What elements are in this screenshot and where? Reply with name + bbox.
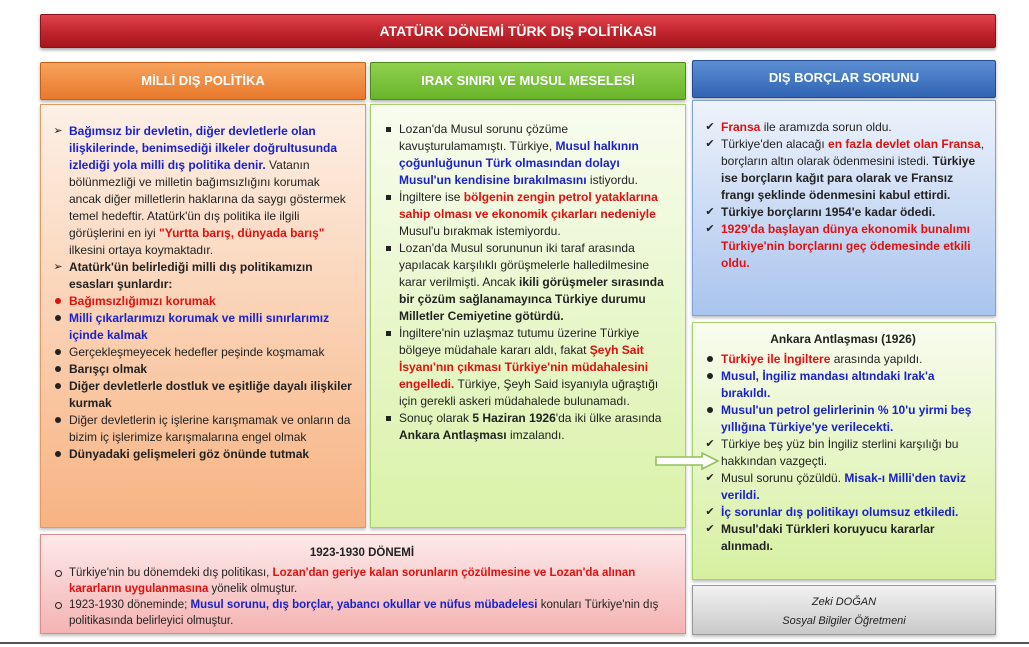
list-item: ✔ İç sorunlar dış politikayı olumsuz etkiledi. <box>701 504 985 521</box>
list-item: ✔ Musul sorunu çözüldü. Misak-ı Milli'den taviz verildi. <box>701 470 985 504</box>
check-icon: ✔ <box>705 121 715 133</box>
list-item: ✔ Musul'daki Türkleri koruyucu kararlar alınmadı. <box>701 521 985 555</box>
donem-title: 1923-1930 DÖNEMİ <box>309 547 415 559</box>
list-item: Lozan'da Musul sorunu çözüme kavuşturulamamıştı. Türkiye, Musul halkının çoğunluğunun Türk olmasından dolayı Musul'un kendisine bırakılmasını istiyordu. <box>379 121 675 189</box>
dot-bullet-icon <box>51 361 65 378</box>
list-item: Bağımsızlığımızı korumak <box>49 293 355 310</box>
musul-panel <box>370 104 686 528</box>
list-item: İngiltere ise bölgenin zengin petrol yataklarına sahip olması ve ekonomik çıkarları nedeniyle Musul'u bırakmak istemiyordu. <box>379 189 675 240</box>
author-panel <box>692 585 996 635</box>
list-item: Diğer devletlerle dostluk ve eşitliğe dayalı ilişkiler kurmak <box>49 378 355 412</box>
dot-bullet-icon <box>703 368 717 385</box>
ring-bullet-icon <box>51 565 65 581</box>
dot-bullet-icon <box>703 402 717 419</box>
dot-bullet-icon <box>51 378 65 395</box>
list-item: ➢ Bağımsız bir devletin, diğer devletlerle olan ilişkilerinde, benimsediği ilkeler doğrultusunda izlediği yola milli dış politika denir. Vatanın bölünmezliği ve milletin bağımsızlığını korumak ancak diğer milletlerin haklarına da saygı göstermek temel hedeftir. Atatürk'ün dış politika ile ilgili görüşlerini en iyi "Yurtta barış, dünyada barış" ilkesini ortaya koymaktadır. <box>49 123 355 259</box>
page-title: ATATÜRK DÖNEMİ TÜRK DIŞ POLİTİKASI <box>40 14 996 48</box>
check-icon: ✔ <box>705 523 715 535</box>
square-bullet-icon <box>381 240 395 257</box>
list-item: Diğer devletlerin iç işlerine karışmamak ve onların da bizim iç işlerimize karışmalarına engel olmak <box>49 412 355 446</box>
ankara-title: Ankara Antlaşması (1926) <box>770 332 916 346</box>
milli-dis-politika-panel <box>40 104 366 528</box>
square-bullet-icon <box>381 121 395 138</box>
list-item: ✔ Fransa ile aramızda sorun oldu. <box>701 119 985 136</box>
list-item: Türkiye ile İngiltere arasında yapıldı. <box>701 351 985 368</box>
dot-bullet-icon <box>51 344 65 361</box>
right-arrow-icon <box>654 452 720 470</box>
dot-bullet-icon <box>51 310 65 327</box>
list-item: ✔ Türkiye beş yüz bin İngiliz sterlini karşılığı bu hakkından vazgeçti. <box>701 436 985 470</box>
check-icon: ✔ <box>705 138 715 150</box>
square-bullet-icon <box>381 410 395 427</box>
ring-bullet-icon <box>51 597 65 613</box>
list-item: Musul'un petrol gelirlerinin % 10'u yirmi beş yıllığına Türkiye'ye verilecekti. <box>701 402 985 436</box>
list-item: Sonuç olarak 5 Haziran 1926'da iki ülke arasında Ankara Antlaşması imzalandı. <box>379 410 675 444</box>
dot-bullet-icon <box>51 446 65 463</box>
list-item: İngiltere'nin uzlaşmaz tutumu üzerine Türkiye bölgeye müdahale kararı aldı, fakat Şeyh Sait İsyanı'nın çıkması Türkiye'nin müdahalesini engelledi. Türkiye, Şeyh Said isyanıyla uğraştığı için gerekli askeri müdahalede bulunamadı. <box>379 325 675 410</box>
dot-bullet-icon <box>703 351 717 368</box>
ankara-antlasmasi-panel <box>692 322 996 580</box>
square-bullet-icon <box>381 189 395 206</box>
donem-panel <box>40 534 686 634</box>
check-icon: ✔ <box>705 223 715 235</box>
list-item: Gerçekleşmeyecek hedefler peşinde koşmamak <box>49 344 355 361</box>
list-item: ✔ 1929'da başlayan dünya ekonomik bunalımı Türkiye'nin borçlarını geç ödemesinde etkili oldu. <box>701 221 985 272</box>
arrow-bullet-icon: ➢ <box>53 125 63 137</box>
square-bullet-icon <box>381 325 395 342</box>
arrow-bullet-icon: ➢ <box>53 261 63 273</box>
dot-bullet-icon <box>51 412 65 429</box>
check-icon: ✔ <box>705 206 715 218</box>
author-name: Zeki DOĞAN <box>811 596 877 608</box>
author-role: Sosyal Bilgiler Öğretmeni <box>782 615 906 627</box>
check-icon: ✔ <box>705 472 715 484</box>
list-item: Musul, İngiliz mandası altındaki Irak'a bırakıldı. <box>701 368 985 402</box>
check-icon: ✔ <box>705 506 715 518</box>
list-item: Barışçı olmak <box>49 361 355 378</box>
musul-header: IRAK SINIRI VE MUSUL MESELESİ <box>370 62 686 100</box>
check-icon: ✔ <box>705 438 715 450</box>
list-item: ✔ Türkiye borçlarını 1954'e kadar ödedi. <box>701 204 985 221</box>
list-item: Dünyadaki gelişmeleri göz önünde tutmak <box>49 446 355 463</box>
list-item: ➢ Atatürk'ün belirlediği milli dış politikamızın esasları şunlardır: <box>49 259 355 293</box>
list-item: Milli çıkarlarımızı korumak ve milli sınırlarımız içinde kalmak <box>49 310 355 344</box>
dis-borclar-panel <box>692 100 996 316</box>
milli-dis-politika-header: MİLLİ DIŞ POLİTİKA <box>40 62 366 100</box>
dot-bullet-icon <box>51 293 65 310</box>
list-item: ✔ Türkiye'den alacağı en fazla devlet olan Fransa, borçların altın olarak ödenmesini istedi. Türkiye ise borçların kağıt para olarak ve Fransız frangı şeklinde ödenmesini kabul ettirdi. <box>701 136 985 204</box>
list-item: Türkiye'nin bu dönemdeki dış politikası, Lozan'dan geriye kalan sorunların çözülmesine ve Lozan'da alınan kararların uygulanmasına yönelik olmuştur. <box>49 565 675 597</box>
list-item: 1923-1930 döneminde; Musul sorunu, dış borçlar, yabancı okullar ve nüfus mübadelesi konuları Türkiye'nin dış politikasında belirleyici olmuştur. <box>49 597 675 629</box>
dis-borclar-header: DIŞ BORÇLAR SORUNU <box>692 60 996 98</box>
divider <box>0 642 1029 644</box>
list-item: Lozan'da Musul sorununun iki taraf arasında yapılacak karşılıklı görüşmelerle halledilmesine karar verilmişti. Ancak ikili görüşmeler sırasında bir çözüm sağlanamayınca Türkiye durumu Milletler Cemiyetine götürdü. <box>379 240 675 325</box>
